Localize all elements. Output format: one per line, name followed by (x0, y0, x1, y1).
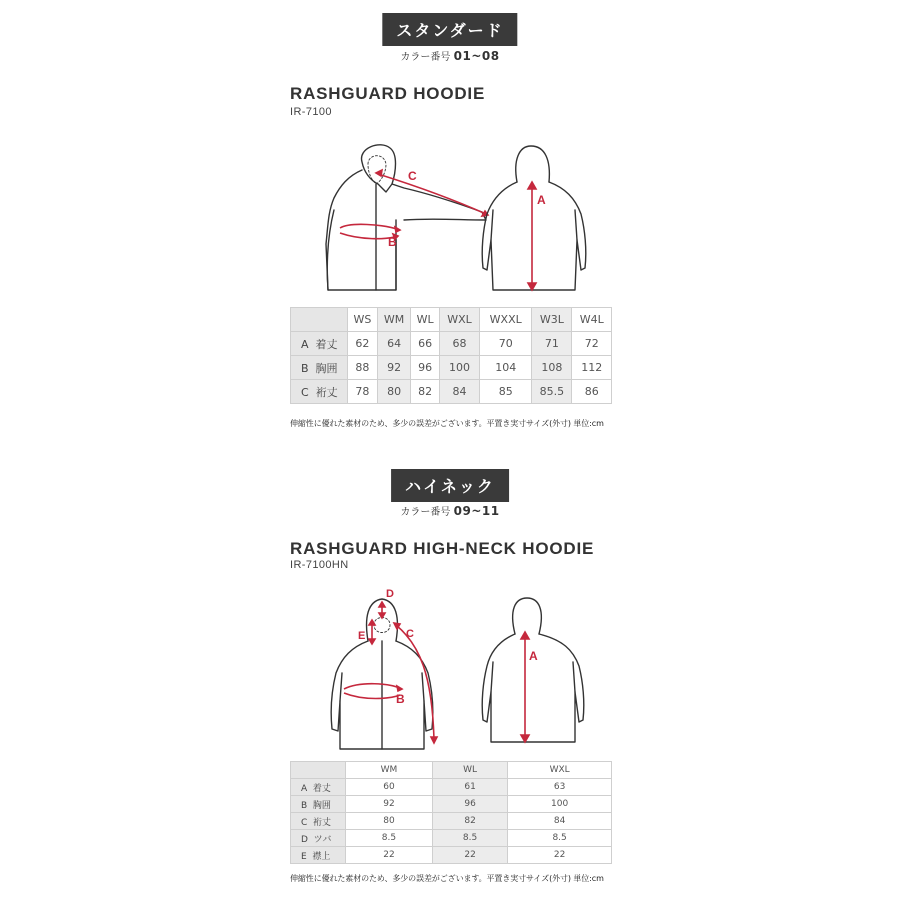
color-number-standard (400, 48, 499, 63)
section-label-highneck: ハイネック (391, 469, 509, 502)
color-number-prefix: カラー番号 (400, 507, 451, 518)
dim-label-d: D (386, 588, 394, 600)
highneck-front-illustration (320, 585, 460, 755)
table-row (291, 847, 612, 864)
row-name: ツバ (313, 834, 332, 845)
dim-label-a: A (529, 649, 538, 663)
size-header: WL (432, 762, 507, 779)
size-header: WS (348, 308, 378, 332)
product-code-highneck: IR-7100HN (290, 559, 349, 571)
color-number-range: 01~08 (453, 49, 500, 63)
size-header: W3L (532, 308, 572, 332)
table-row (291, 332, 612, 356)
table-cell: 78 (348, 380, 378, 404)
table-cell: 88 (348, 356, 378, 380)
dim-label-b: B (388, 235, 397, 249)
table-cell: 60 (346, 779, 433, 796)
table-cell: 112 (572, 356, 612, 380)
table-cell: 8.5 (432, 830, 507, 847)
row-label (291, 847, 346, 864)
row-name: 襟上 (312, 851, 331, 862)
row-key: B (301, 800, 308, 811)
hoodie-back-illustration (475, 140, 595, 300)
row-key: C (301, 385, 309, 399)
row-key: C (301, 817, 308, 828)
row-name: 裄丈 (315, 385, 338, 399)
row-key: A (301, 337, 309, 351)
row-label (291, 332, 348, 356)
size-header: WM (346, 762, 433, 779)
color-number-highneck (400, 503, 499, 518)
table-cell: 8.5 (508, 830, 612, 847)
row-label (291, 813, 346, 830)
product-name-standard: RASHGUARD HOODIE (290, 84, 486, 103)
product-code-standard: IR-7100 (290, 106, 332, 118)
table-cell: 82 (411, 380, 439, 404)
row-label (291, 356, 348, 380)
table-corner (291, 762, 346, 779)
dim-label-e: E (358, 630, 366, 642)
row-name: 胸囲 (312, 800, 331, 811)
table-corner (291, 308, 348, 332)
table-cell: 84 (439, 380, 479, 404)
size-header: WXL (439, 308, 479, 332)
row-name: 裄丈 (313, 817, 332, 828)
measurement-note-highneck: 伸縮性に優れた素材のため、多少の誤差がございます。平置き実寸サイズ(外寸) 単位:cm (290, 874, 604, 883)
row-name: 着丈 (312, 783, 331, 794)
highneck-back-illustration (475, 590, 595, 750)
product-name-highneck: RASHGUARD HIGH-NECK HOODIE (290, 539, 595, 558)
table-row (291, 830, 612, 847)
size-header: WXL (508, 762, 612, 779)
row-key: A (301, 783, 308, 794)
dim-label-c: C (408, 169, 417, 183)
row-key: E (301, 851, 307, 862)
table-cell: 108 (532, 356, 572, 380)
table-cell: 85 (480, 380, 532, 404)
table-cell: 100 (508, 796, 612, 813)
table-cell: 104 (480, 356, 532, 380)
table-cell: 92 (377, 356, 411, 380)
table-cell: 68 (439, 332, 479, 356)
row-key: B (301, 361, 309, 375)
dim-label-c: C (406, 628, 414, 640)
dim-label-b: B (396, 692, 405, 706)
size-header: WM (377, 308, 411, 332)
section-label-standard: スタンダード (382, 13, 517, 46)
row-label (291, 380, 348, 404)
row-label (291, 796, 346, 813)
measurement-note-standard: 伸縮性に優れた素材のため、多少の誤差がございます。平置き実寸サイズ(外寸) 単位:cm (290, 419, 604, 428)
table-cell: 8.5 (346, 830, 433, 847)
size-header: W4L (572, 308, 612, 332)
table-header-row (291, 308, 612, 332)
table-cell: 100 (439, 356, 479, 380)
size-header: WL (411, 308, 439, 332)
table-cell: 70 (480, 332, 532, 356)
table-row (291, 779, 612, 796)
table-cell: 72 (572, 332, 612, 356)
table-cell: 80 (377, 380, 411, 404)
table-cell: 96 (432, 796, 507, 813)
table-cell: 84 (508, 813, 612, 830)
table-cell: 61 (432, 779, 507, 796)
table-cell: 85.5 (532, 380, 572, 404)
table-row (291, 380, 612, 404)
row-name: 胸囲 (315, 361, 338, 375)
size-table-standard (290, 307, 612, 404)
row-key: D (301, 834, 308, 845)
color-number-range: 09~11 (453, 504, 500, 518)
table-cell: 22 (432, 847, 507, 864)
size-table-highneck (290, 761, 612, 864)
size-header: WXXL (480, 308, 532, 332)
table-cell: 80 (346, 813, 433, 830)
table-cell: 92 (346, 796, 433, 813)
table-cell: 82 (432, 813, 507, 830)
dim-label-a: A (537, 193, 546, 207)
row-name: 着丈 (315, 337, 338, 351)
table-header-row (291, 762, 612, 779)
table-cell: 62 (348, 332, 378, 356)
row-label (291, 779, 346, 796)
table-cell: 64 (377, 332, 411, 356)
table-row (291, 796, 612, 813)
table-cell: 66 (411, 332, 439, 356)
table-cell: 86 (572, 380, 612, 404)
table-row (291, 813, 612, 830)
table-cell: 71 (532, 332, 572, 356)
table-cell: 22 (346, 847, 433, 864)
table-cell: 22 (508, 847, 612, 864)
table-row (291, 356, 612, 380)
row-label (291, 830, 346, 847)
table-cell: 63 (508, 779, 612, 796)
color-number-prefix: カラー番号 (400, 52, 451, 63)
table-cell: 96 (411, 356, 439, 380)
